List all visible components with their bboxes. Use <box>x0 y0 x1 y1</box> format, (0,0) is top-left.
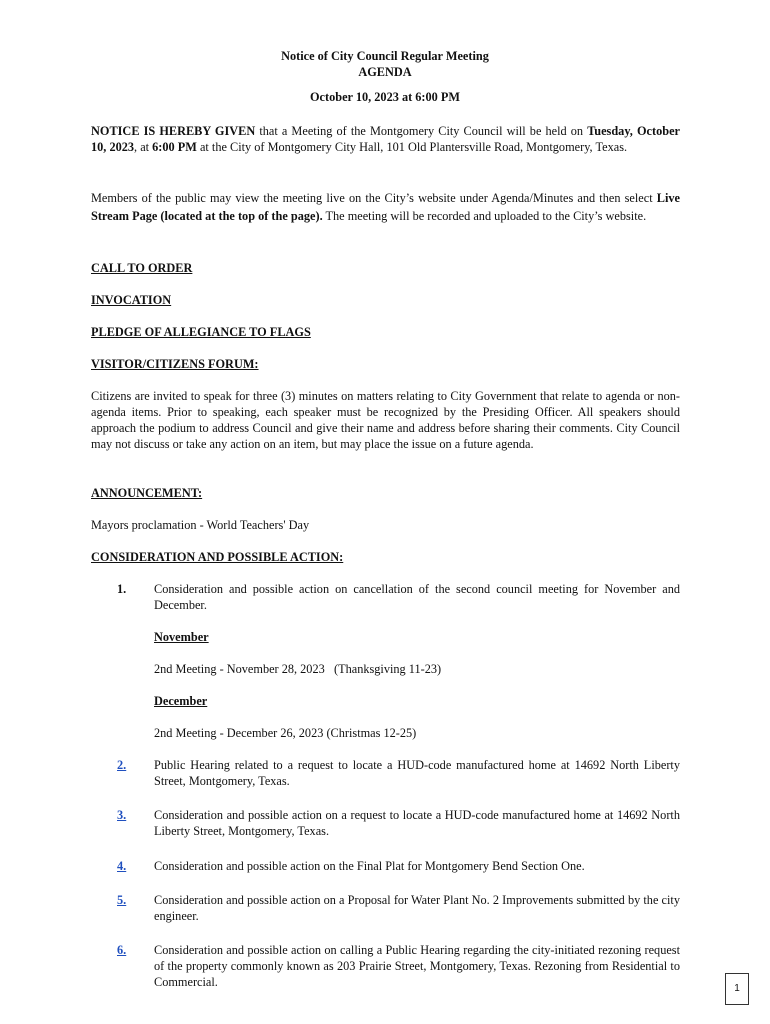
public-view-text-1: Members of the public may view the meeting live on the City’s website under Agenda/Minutes and then select <box>91 191 657 205</box>
public-view-paragraph <box>91 189 680 225</box>
december-heading: December <box>154 694 208 708</box>
title-line-2: AGENDA <box>358 65 412 79</box>
notice-paragraph <box>91 123 680 155</box>
notice-text-3: at the City of Montgomery City Hall, 101 Old Plantersville Road, Montgomery, Texas. <box>196 140 628 154</box>
notice-lead: NOTICE IS HEREBY GIVEN <box>91 124 256 138</box>
november-text: 2nd Meeting - November 28, 2023 (Thanksgiving 11-23) <box>154 662 442 676</box>
invocation-heading: INVOCATION <box>91 293 172 307</box>
notice-text-1: that a Meeting of the Montgomery City Council will be held on <box>255 124 588 138</box>
item-number-link[interactable]: 5. <box>117 893 127 907</box>
item-number-link[interactable]: 4. <box>117 859 127 873</box>
document-title <box>0 48 770 80</box>
pledge-heading: PLEDGE OF ALLEGIANCE TO FLAGS <box>91 325 311 339</box>
item-text: Consideration and possible action on a request to locate a HUD-code manufactured home at 14692 North Liberty Street, Montgomery, Texas. <box>154 808 680 838</box>
december-text: 2nd Meeting - December 26, 2023 (Christmas 12-25) <box>154 726 417 740</box>
title-line-1: Notice of City Council Regular Meeting <box>281 49 489 63</box>
item-text: Public Hearing related to a request to locate a HUD-code manufactured home at 14692 North Liberty Street, Montgomery, Texas. <box>154 758 680 788</box>
visitor-forum-text: Citizens are invited to speak for three (3) minutes on matters relating to City Government that relate to agenda or non-agenda items. Prior to speaking, each speaker must be recognized by the Presiding Officer. All speakers should approach the podium to address Council and give their name and address before sharing their comments. City Council may not discuss or take any action on an item, but may place the issue on a future agenda. <box>91 389 680 451</box>
page-number: 1 <box>725 973 749 1005</box>
item-number-link[interactable]: 2. <box>117 758 127 772</box>
live-stream-note: Live Stream Page (located at the top of the page). <box>91 191 680 223</box>
notice-time: 6:00 PM <box>152 140 197 154</box>
item-text: Consideration and possible action on cancellation of the second council meeting for November and December. <box>154 582 680 612</box>
call-to-order-heading: CALL TO ORDER <box>91 261 193 275</box>
notice-text-2: , at <box>134 140 153 154</box>
public-view-text-2: The meeting will be recorded and uploaded to the City’s website. <box>322 209 647 223</box>
meeting-date: October 10, 2023 at 6:00 PM <box>309 90 461 104</box>
announcement-heading: ANNOUNCEMENT: <box>91 486 203 500</box>
item-number-link[interactable]: 3. <box>117 808 127 822</box>
item-text: Consideration and possible action on a Proposal for Water Plant No. 2 Improvements submitted by the city engineer. <box>154 893 680 923</box>
item-number-link[interactable]: 6. <box>117 943 127 957</box>
item-text: Consideration and possible action on the Final Plat for Montgomery Bend Section One. <box>154 859 585 873</box>
notice-date: Tuesday, October 10, 2023 <box>91 124 680 154</box>
november-heading: November <box>154 630 209 644</box>
announcement-text: Mayors proclamation - World Teachers' Day <box>91 518 310 532</box>
item-number: 1. <box>117 582 127 596</box>
consideration-heading: CONSIDERATION AND POSSIBLE ACTION: <box>91 550 344 564</box>
visitor-forum-heading: VISITOR/CITIZENS FORUM: <box>91 357 259 371</box>
item-text: Consideration and possible action on calling a Public Hearing regarding the city-initiated rezoning request of the property commonly known as 203 Prairie Street, Montgomery, Texas. Rezoning from Residential to Commercial. <box>154 943 680 989</box>
